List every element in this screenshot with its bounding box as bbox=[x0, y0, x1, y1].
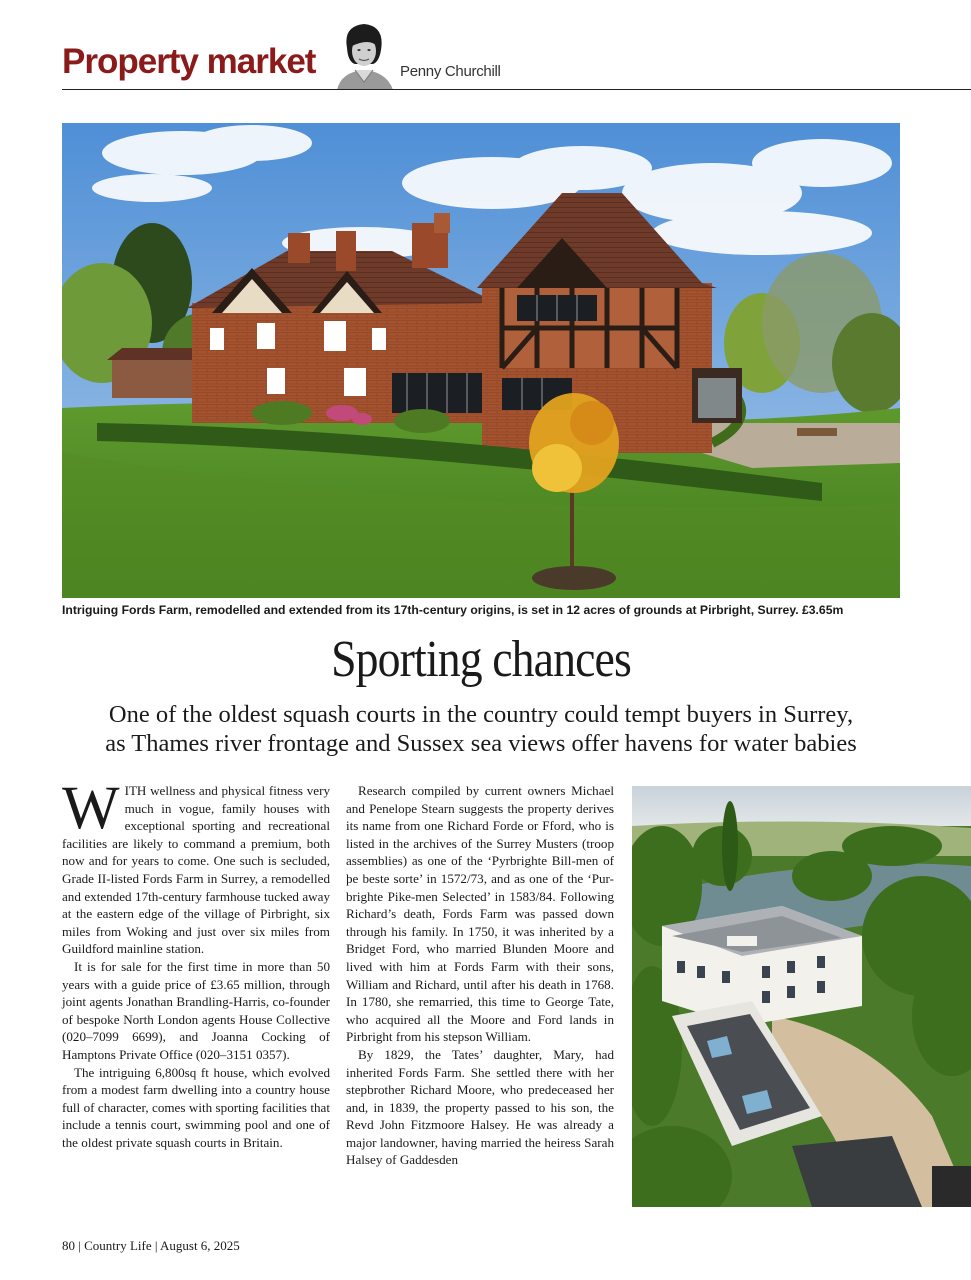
paragraph-text: ITH wellness and physical fitness very much in vogue, family houses with exceptional sporting and recreational facilities are likely to command a premium, both now and for years to come. One such is secluded, Grade II-listed Fords Farm in Surrey, a remodelled and extended 17th-century farmhouse tucked away at the eastern edge of the village of Pirbright, six miles from Woking and just over six miles from Guildford mainline station. bbox=[62, 783, 330, 957]
author-byline: Penny Churchill bbox=[400, 63, 501, 80]
page-folio: 80 | Country Life | August 6, 2025 bbox=[62, 1238, 240, 1253]
drop-cap: W bbox=[62, 775, 120, 842]
standfirst-line-1: One of the oldest squash courts in the country could tempt buyers in Surrey, bbox=[108, 701, 854, 728]
paragraph bbox=[62, 775, 330, 958]
section-title: Property market bbox=[62, 42, 316, 81]
article-column-2 bbox=[346, 782, 614, 1169]
paragraph: The intriguing 6,800sq ft house, which evolved from a modest farm dwelling into a country house full of character, comes with sporting facilities that include a tennis court, swimming pool and one of the oldest private squash courts in Britain. bbox=[62, 1064, 330, 1150]
side-photo-riverside-house bbox=[632, 786, 971, 1207]
article-column-1 bbox=[62, 775, 330, 1151]
article-standfirst bbox=[0, 700, 962, 758]
article-headline: Sporting chances bbox=[331, 631, 631, 688]
header-divider bbox=[62, 89, 971, 90]
standfirst-line-2: as Thames river frontage and Sussex sea views offer havens for water babies bbox=[105, 730, 857, 757]
paragraph: By 1829, the Tates’ daughter, Mary, had inherited Fords Farm. She settled there with her stepbrother Richard Moore, who predeceased her and, in 1839, the property passed to his son, the Revd John Fitzmoore Halsey. He was already a major landowner, having married the heiress Sarah Halsey of Gaddesden bbox=[346, 1046, 614, 1168]
paragraph: It is for sale for the first time in more than 50 years with a guide price of £3.65 million, through joint agents Jonathan Brandling-Harris, co-founder of bespoke North London agents House Collective (020–7099 6699), and Joanna Cocking of Hamptons Private Office (020–3151 0357). bbox=[62, 958, 330, 1062]
hero-caption: Intriguing Fords Farm, remodelled and extended from its 17th-century origins, is set in 12 acres of grounds at Pirbright, Surrey. £3.65m bbox=[62, 603, 844, 617]
hero-photo-fords-farm bbox=[62, 123, 900, 598]
author-portrait bbox=[333, 18, 395, 90]
paragraph: Research compiled by current owners Michael and Penelope Stearn suggests the property derives its name from one Richard Forde or Fford, who is listed in the archives of the Surrey Musters (troop assemblies) as one of the ‘Pyrbrighte Bill-men of þe beste sorte’ in 1572/73, and as one of the ‘Pur-brighte Pike-men Selected’ in 1583/84. Following Richard’s death, Fords Farm was passed down through his family. In 1750, it was inherited by a Bridget Ford, who married Blunden Moore and lived with him at Fords Farm with their sons, William and Richard, until after his death in 1768. In 1780, she remarried, this time to George Tate, who acquired all the Moore and Ford lands in Pirbright from his stepson William. bbox=[346, 783, 614, 1045]
